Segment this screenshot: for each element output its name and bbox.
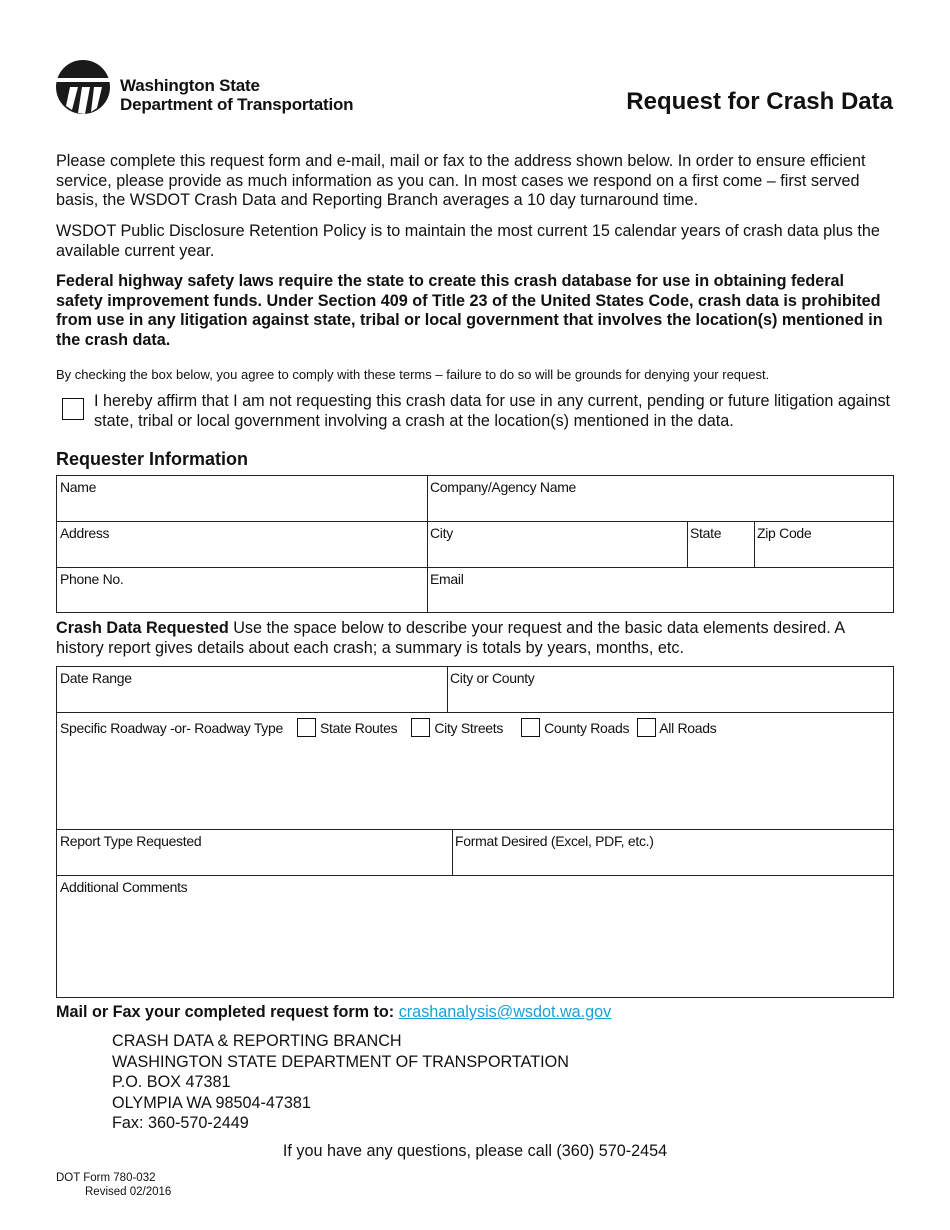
page-title: Request for Crash Data — [626, 88, 893, 115]
comments-label: Additional Comments — [60, 879, 188, 895]
report-type-label: Report Type Requested — [60, 833, 202, 849]
address-label: Address — [60, 525, 110, 541]
address-line-2: WASHINGTON STATE DEPARTMENT OF TRANSPORTATION — [112, 1052, 569, 1071]
format-field[interactable] — [452, 830, 893, 875]
address-line-4: OLYMPIA WA 98504-47381 — [112, 1093, 311, 1112]
crash-data-heading-bold: Crash Data Requested — [56, 619, 229, 637]
requester-heading: Requester Information — [56, 449, 249, 469]
city-field[interactable] — [427, 522, 687, 567]
address-line-1: CRASH DATA & REPORTING BRANCH — [112, 1032, 402, 1050]
terms-notice: By checking the box below, you agree to comply with these terms – failure to do so will be grounds for denying your request. — [56, 367, 770, 382]
phone-field[interactable] — [57, 568, 427, 612]
county-roads-label: County Roads — [544, 720, 630, 736]
form-number — [56, 1171, 171, 1199]
questions-line: If you have any questions, please call (360) 570-2454 — [282, 1142, 668, 1160]
city-streets-checkbox[interactable] — [411, 718, 430, 737]
roadway-field[interactable] — [57, 713, 893, 829]
date-range-label: Date Range — [60, 670, 132, 686]
name-label: Name — [60, 479, 97, 495]
state-routes-label: State Routes — [319, 720, 398, 736]
all-roads-checkbox[interactable] — [637, 718, 656, 737]
org-name-line1: Washington State — [120, 76, 260, 95]
address-field[interactable] — [57, 522, 427, 567]
state-field[interactable] — [687, 522, 754, 567]
roadway-label: Specific Roadway -or- Roadway Type — [60, 720, 283, 736]
crash-data-description: Use the space below to describe your request and the basic data elements desired. A history report gives details about each crash; a summary is totals by years, months, etc. — [56, 619, 845, 657]
affirm-text: I hereby affirm that I am not requesting this crash data for use in any current, pending or future litigation against state, tribal or local government involving a crash at the location(s) mentioned in the data. — [94, 392, 891, 430]
fax-number: Fax: 360-570-2449 — [112, 1114, 249, 1132]
city-streets-label: City Streets — [434, 720, 504, 736]
company-field[interactable] — [427, 476, 893, 521]
company-label: Company/Agency Name — [430, 479, 577, 495]
address-line-3: P.O. BOX 47381 — [112, 1073, 231, 1091]
org-name — [120, 76, 353, 114]
zip-label: Zip Code — [757, 525, 812, 541]
mail-label: Mail or Fax your completed request form to: — [56, 1003, 399, 1021]
revised-date: Revised 02/2016 — [85, 1186, 172, 1198]
date-range-field[interactable] — [57, 667, 447, 712]
email-label: Email — [430, 571, 464, 587]
intro-paragraph-2: WSDOT Public Disclosure Retention Policy is to maintain the most current 15 calendar years of crash data plus the available current year. — [56, 222, 880, 260]
mail-instructions — [56, 1003, 894, 1023]
wsdot-logo — [56, 60, 386, 118]
format-label: Format Desired (Excel, PDF, etc.) — [455, 833, 654, 849]
phone-label: Phone No. — [60, 571, 124, 587]
org-name-line2: Department of Transportation — [120, 95, 354, 114]
report-type-field[interactable] — [57, 830, 452, 875]
comments-field[interactable] — [57, 876, 893, 997]
form-number-text: DOT Form 780-032 — [56, 1172, 156, 1184]
mailing-address — [112, 1031, 569, 1134]
state-routes-checkbox[interactable] — [297, 718, 316, 737]
all-roads-label: All Roads — [659, 720, 717, 736]
legal-notice: Federal highway safety laws require the state to create this crash database for use in obtaining federal safety improvement funds. Under Section 409 of Title 23 of the United States Code, crash data is prohibited from use in any litigation against state, tribal or local government that involves the location(s) mentioned in the crash data. — [56, 272, 883, 349]
city-label: City — [430, 525, 453, 541]
email-field[interactable] — [427, 568, 893, 612]
county-roads-checkbox[interactable] — [521, 718, 540, 737]
requester-table — [56, 475, 894, 613]
state-label: State — [690, 525, 722, 541]
city-county-field[interactable] — [447, 667, 893, 712]
wsdot-logo-icon — [56, 60, 110, 114]
zip-field[interactable] — [754, 522, 893, 567]
email-link[interactable]: crashanalysis@wsdot.wa.gov — [398, 1003, 612, 1021]
city-county-label: City or County — [450, 670, 535, 686]
affirm-checkbox[interactable] — [62, 398, 84, 420]
intro-paragraph-1: Please complete this request form and e-mail, mail or fax to the address shown below. In order to ensure efficient service, please provide as much information as you can. In most cases we respond on a first come – first served basis, the WSDOT Crash Data and Reporting Branch averages a 10 day turnaround time. — [56, 152, 866, 209]
crash-data-heading — [56, 619, 894, 658]
crash-data-table — [56, 666, 894, 998]
name-field[interactable] — [57, 476, 427, 521]
